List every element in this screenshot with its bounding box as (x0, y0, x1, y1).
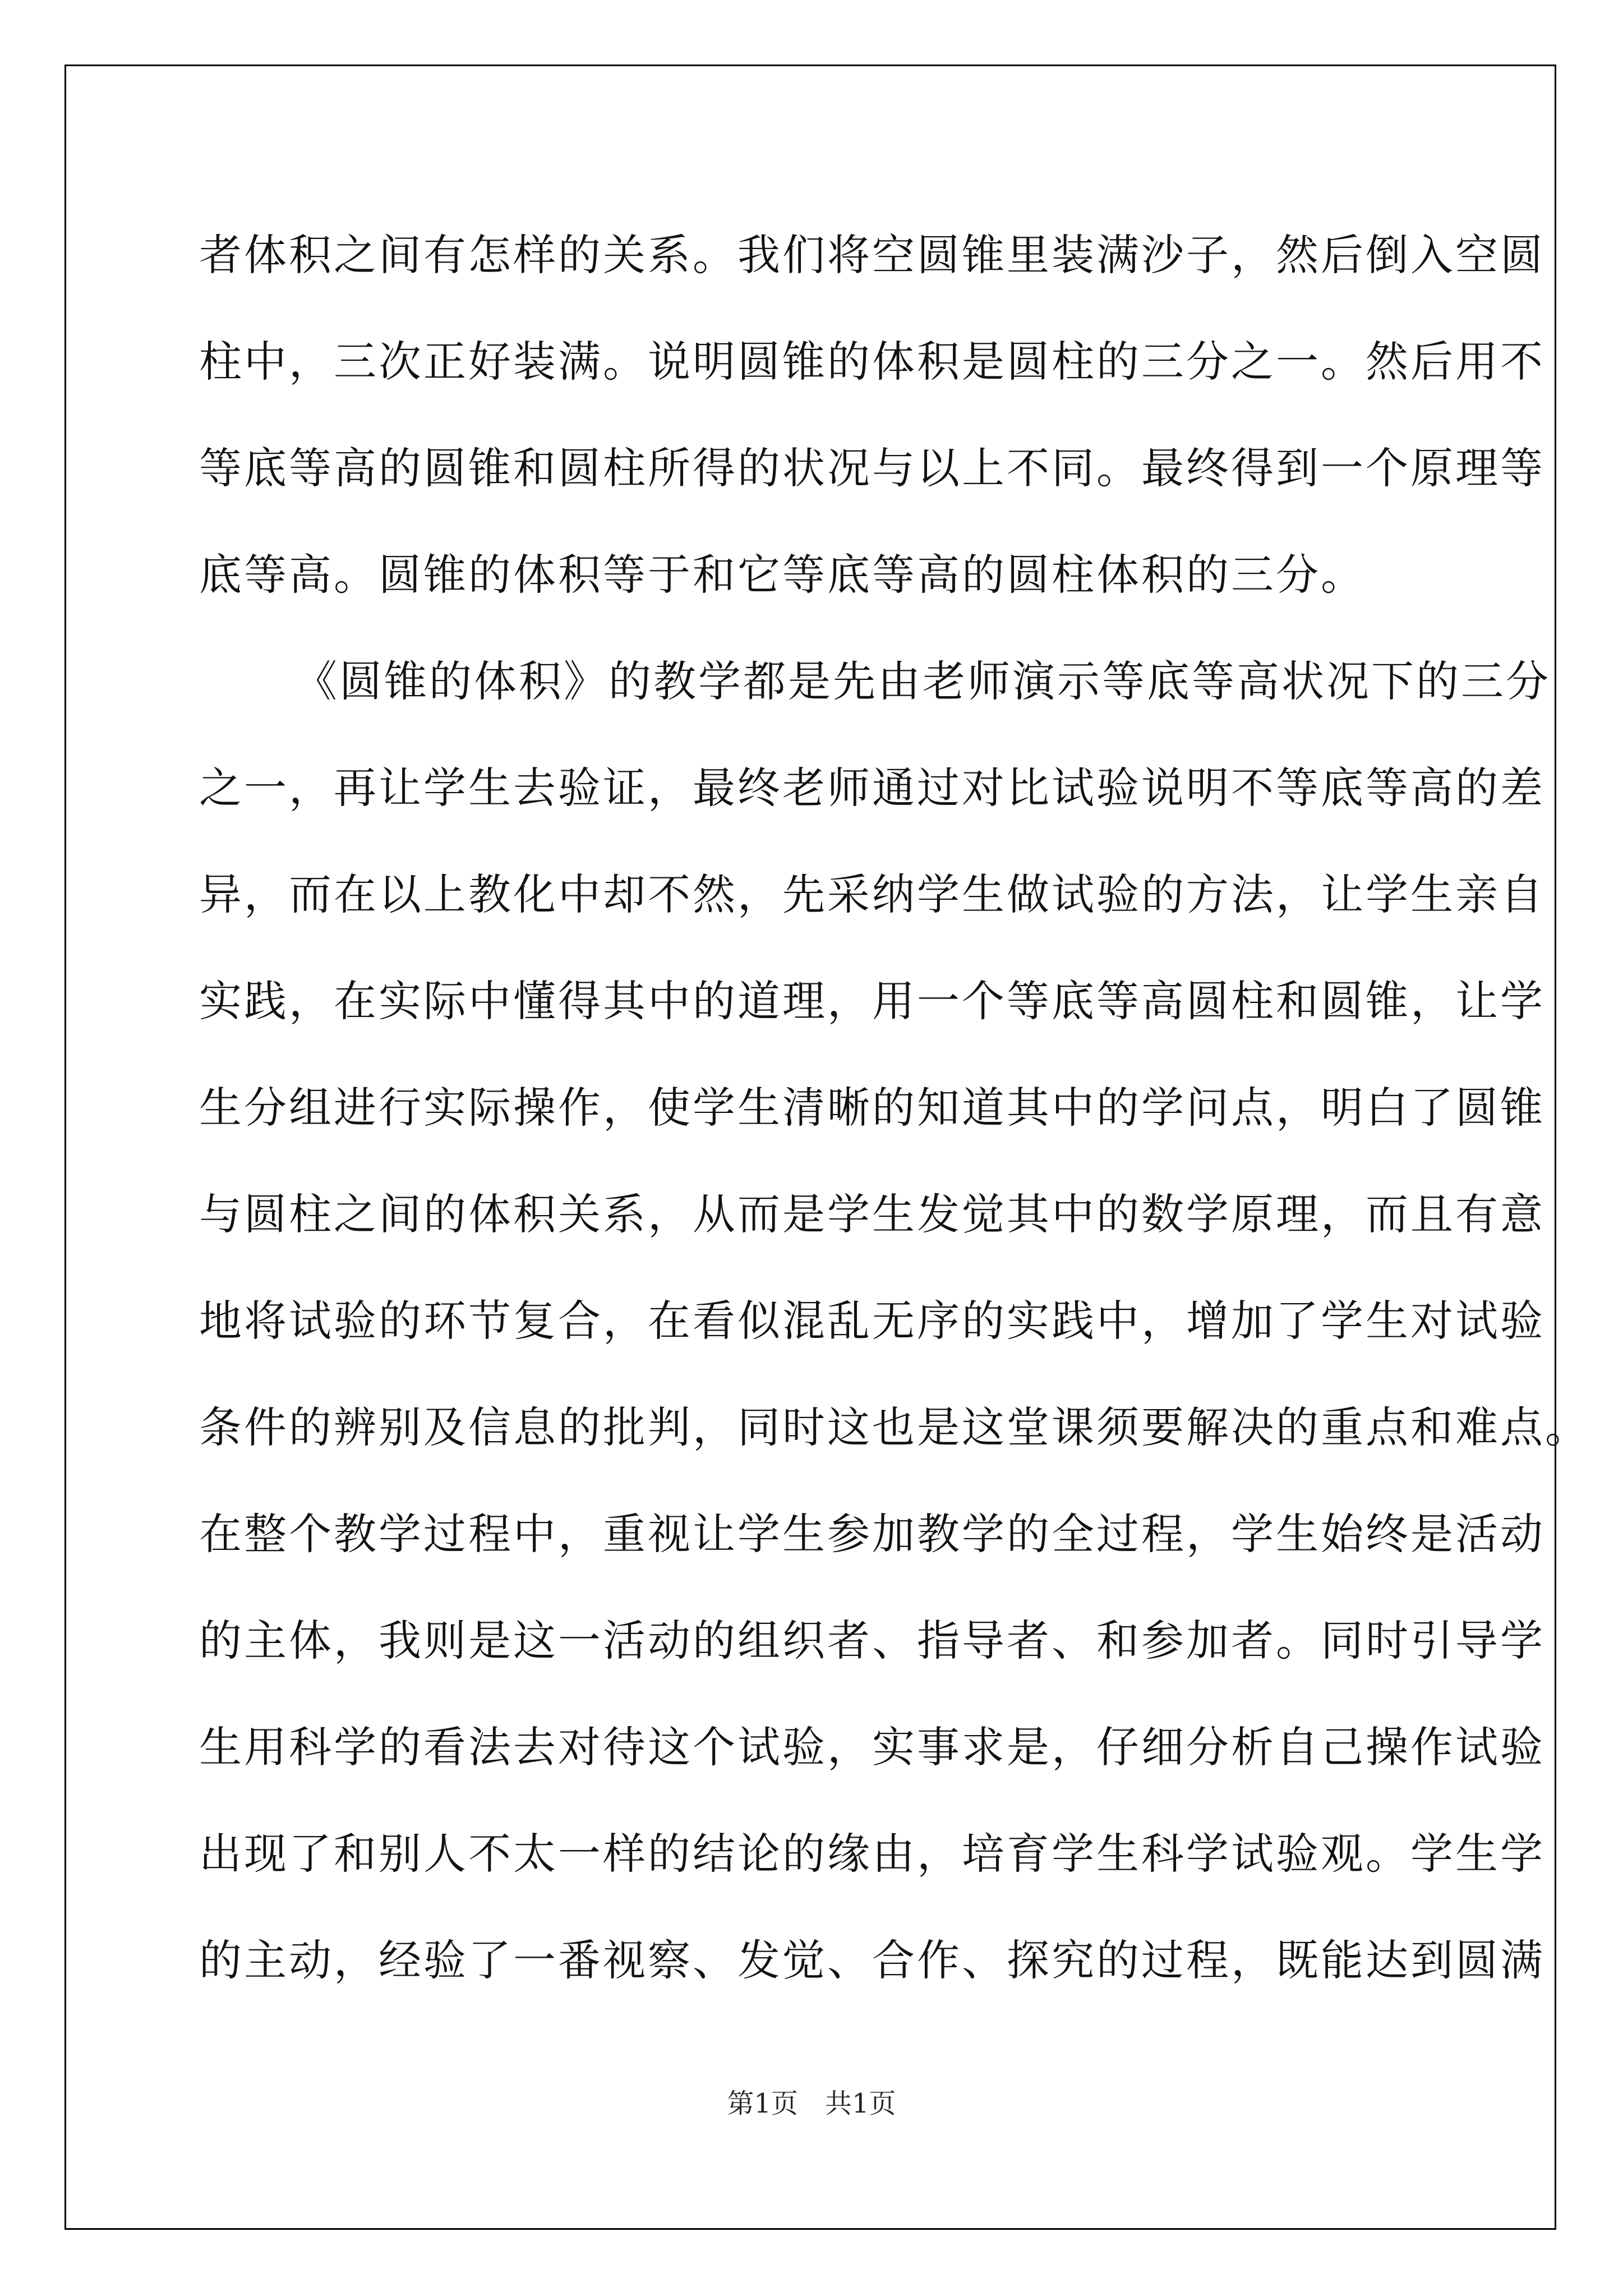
text-line: 在整个教学过程中，重视让学生参加教学的全过程，学生始终是活动 (199, 1509, 1545, 1559)
paragraph-first-line: 《圆锥的体积》的教学都是先由老师演示等底等高状况下的三分 (294, 656, 1551, 706)
text-line: 与圆柱之间的体积关系，从而是学生发觉其中的数学原理，而且有意 (199, 1189, 1545, 1239)
text-line: 实践，在实际中懂得其中的道理，用一个等底等高圆柱和圆锥，让学 (199, 976, 1545, 1026)
text-line: 地将试验的环节复合，在看似混乱无序的实践中，增加了学生对试验 (199, 1296, 1545, 1346)
page-footer (0, 2087, 1623, 2120)
text-line: 的主动，经验了一番视察、发觉、合作、探究的过程，既能达到圆满 (199, 1935, 1545, 1985)
text-line: 生分组进行实际操作，使学生清晰的知道其中的学问点，明白了圆锥 (199, 1083, 1545, 1133)
document-body (199, 202, 1590, 2014)
text-line: 柱中，三次正好装满。说明圆锥的体积是圆柱的三分之一。然后用不 (199, 337, 1545, 386)
text-line: 底等高。圆锥的体积等于和它等底等高的圆柱体积的三分。 (199, 550, 1366, 600)
text-line: 条件的辨别及信息的批判，同时这也是这堂课须要解决的重点和难点。 (199, 1402, 1590, 1452)
text-line: 生用科学的看法去对待这个试验，实事求是，仔细分析自己操作试验 (199, 1722, 1545, 1772)
text-line: 等底等高的圆锥和圆柱所得的状况与以上不同。最终得到一个原理等 (199, 443, 1545, 493)
text-line: 异，而在以上教化中却不然，先采纳学生做试验的方法，让学生亲自 (199, 869, 1545, 919)
text-line: 之一，再让学生去验证，最终老师通过对比试验说明不等底等高的差 (199, 763, 1545, 813)
text-line: 者体积之间有怎样的关系。我们将空圆锥里装满沙子，然后倒入空圆 (199, 230, 1545, 280)
text-line: 的主体，我则是这一活动的组织者、指导者、和参加者。同时引导学 (199, 1616, 1545, 1665)
text-line: 出现了和别人不太一样的结论的缘由，培育学生科学试验观。学生学 (199, 1829, 1545, 1879)
page-number: 第1页 共1页 (727, 2088, 896, 2119)
